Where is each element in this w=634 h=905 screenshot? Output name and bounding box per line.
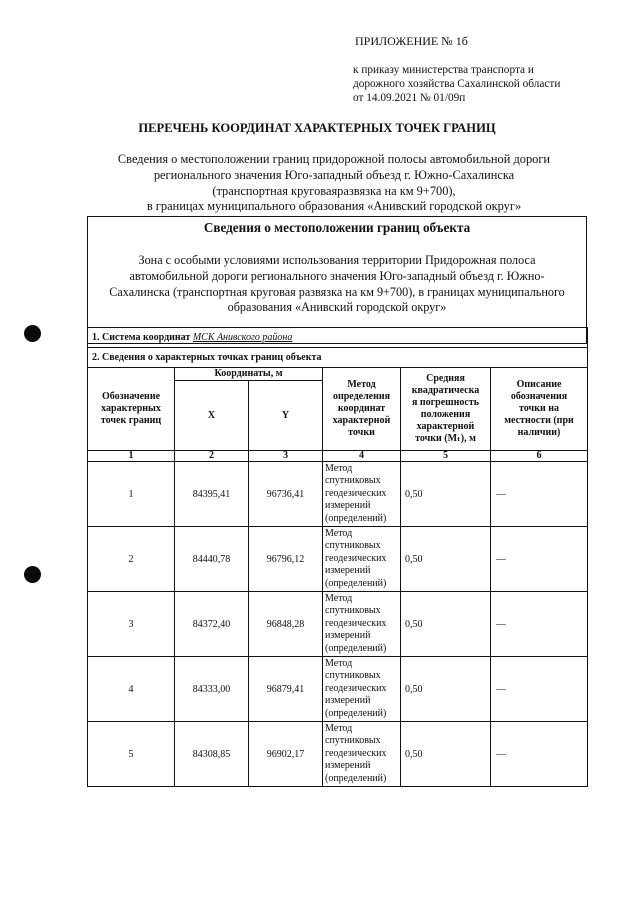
table-row bbox=[88, 592, 588, 657]
object-info-frame bbox=[87, 216, 587, 344]
description-value: — bbox=[491, 462, 588, 527]
coordinate-system-link[interactable]: МСК Анивского района bbox=[192, 332, 293, 343]
intro-line: (транспортная круговаяразвязка на км 9+700), bbox=[212, 183, 456, 198]
intro-text bbox=[80, 152, 588, 215]
header-x: X bbox=[175, 381, 249, 451]
order-line: дорожного хозяйства Сахалинской области bbox=[353, 78, 561, 90]
section-points-info: 2. Сведения о характерных точках границ объекта bbox=[88, 348, 588, 368]
error-value: 0,50 bbox=[401, 527, 491, 592]
header-coordinates: Координаты, м bbox=[175, 368, 323, 381]
point-number: 3 bbox=[88, 592, 175, 657]
order-line: к приказу министерства транспорта и bbox=[353, 64, 534, 76]
frame-title: Сведения о местоположении границ объекта bbox=[203, 220, 471, 235]
intro-line: регионального значения Юго-западный объезд г. Южно-Сахалинска bbox=[153, 167, 515, 182]
table-row bbox=[88, 657, 588, 722]
header-point: Обозначение характерных точек границ bbox=[88, 368, 175, 451]
punch-hole-bottom bbox=[24, 566, 41, 583]
coord-y: 96736,41 bbox=[249, 462, 323, 527]
zone-description bbox=[94, 253, 580, 316]
header-description: Описание обозначения точки на местности (при наличии) bbox=[491, 368, 588, 451]
section-coordinate-system-label: 1. Система координат bbox=[92, 332, 193, 343]
coord-y: 96879,41 bbox=[249, 657, 323, 722]
coord-x: 84395,41 bbox=[175, 462, 249, 527]
coord-y: 96796,12 bbox=[249, 527, 323, 592]
col-number: 5 bbox=[401, 451, 491, 462]
header-error: Средняя квадратическа я погрешность положения характерной точки (Mₜ), м bbox=[401, 368, 491, 451]
col-number: 6 bbox=[491, 451, 588, 462]
zone-line: автомобильной дороги регионального значения Юго-западный объезд г. Южно- bbox=[129, 268, 545, 283]
zone-line: образования «Анивский городской округ» bbox=[227, 300, 447, 315]
error-value: 0,50 bbox=[401, 592, 491, 657]
point-number: 5 bbox=[88, 722, 175, 787]
intro-line: Сведения о местоположении границ придорожной полосы автомобильной дороги bbox=[117, 152, 551, 166]
method-cell: Метод спутниковых геодезических измерений (определений) bbox=[323, 722, 401, 787]
point-number: 4 bbox=[88, 657, 175, 722]
description-value: — bbox=[491, 527, 588, 592]
order-line: от 14.09.2021 № 01/09п bbox=[353, 92, 466, 104]
order-reference bbox=[353, 63, 560, 105]
method-cell: Метод спутниковых геодезических измерений (определений) bbox=[323, 657, 401, 722]
punch-hole-top bbox=[24, 325, 41, 342]
description-value: — bbox=[491, 722, 588, 787]
method-cell: Метод спутниковых геодезических измерений (определений) bbox=[323, 462, 401, 527]
coord-y: 96902,17 bbox=[249, 722, 323, 787]
point-number: 2 bbox=[88, 527, 175, 592]
appendix-label: ПРИЛОЖЕНИЕ № 1б bbox=[355, 34, 468, 48]
table-row bbox=[88, 527, 588, 592]
table-row bbox=[88, 462, 588, 527]
coord-x: 84440,78 bbox=[175, 527, 249, 592]
col-number: 2 bbox=[175, 451, 249, 462]
col-number: 3 bbox=[249, 451, 323, 462]
coord-x: 84372,40 bbox=[175, 592, 249, 657]
header-y: Y bbox=[249, 381, 323, 451]
section-coordinate-system bbox=[88, 328, 588, 348]
point-number: 1 bbox=[88, 462, 175, 527]
method-cell: Метод спутниковых геодезических измерений (определений) bbox=[323, 592, 401, 657]
col-number: 4 bbox=[323, 451, 401, 462]
col-number: 1 bbox=[88, 451, 175, 462]
coordinates-table bbox=[87, 327, 588, 787]
header-method: Метод определения координат характерной точки bbox=[323, 368, 401, 451]
coord-x: 84333,00 bbox=[175, 657, 249, 722]
method-cell: Метод спутниковых геодезических измерений (определений) bbox=[323, 527, 401, 592]
error-value: 0,50 bbox=[401, 722, 491, 787]
coord-x: 84308,85 bbox=[175, 722, 249, 787]
intro-line: в границах муниципального образования «Анивский городской округ» bbox=[146, 199, 522, 214]
zone-line: Сахалинска (транспортная круговая развязка на км 9+700), в границах муниципального bbox=[109, 284, 565, 299]
description-value: — bbox=[491, 592, 588, 657]
error-value: 0,50 bbox=[401, 462, 491, 527]
table-row bbox=[88, 722, 588, 787]
error-value: 0,50 bbox=[401, 657, 491, 722]
description-value: — bbox=[491, 657, 588, 722]
zone-line: Зона с особыми условиями использования территории Придорожная полоса bbox=[138, 253, 536, 267]
document-title: ПЕРЕЧЕНЬ КООРДИНАТ ХАРАКТЕРНЫХ ТОЧЕК ГРАНИЦ bbox=[138, 121, 496, 135]
coord-y: 96848,28 bbox=[249, 592, 323, 657]
